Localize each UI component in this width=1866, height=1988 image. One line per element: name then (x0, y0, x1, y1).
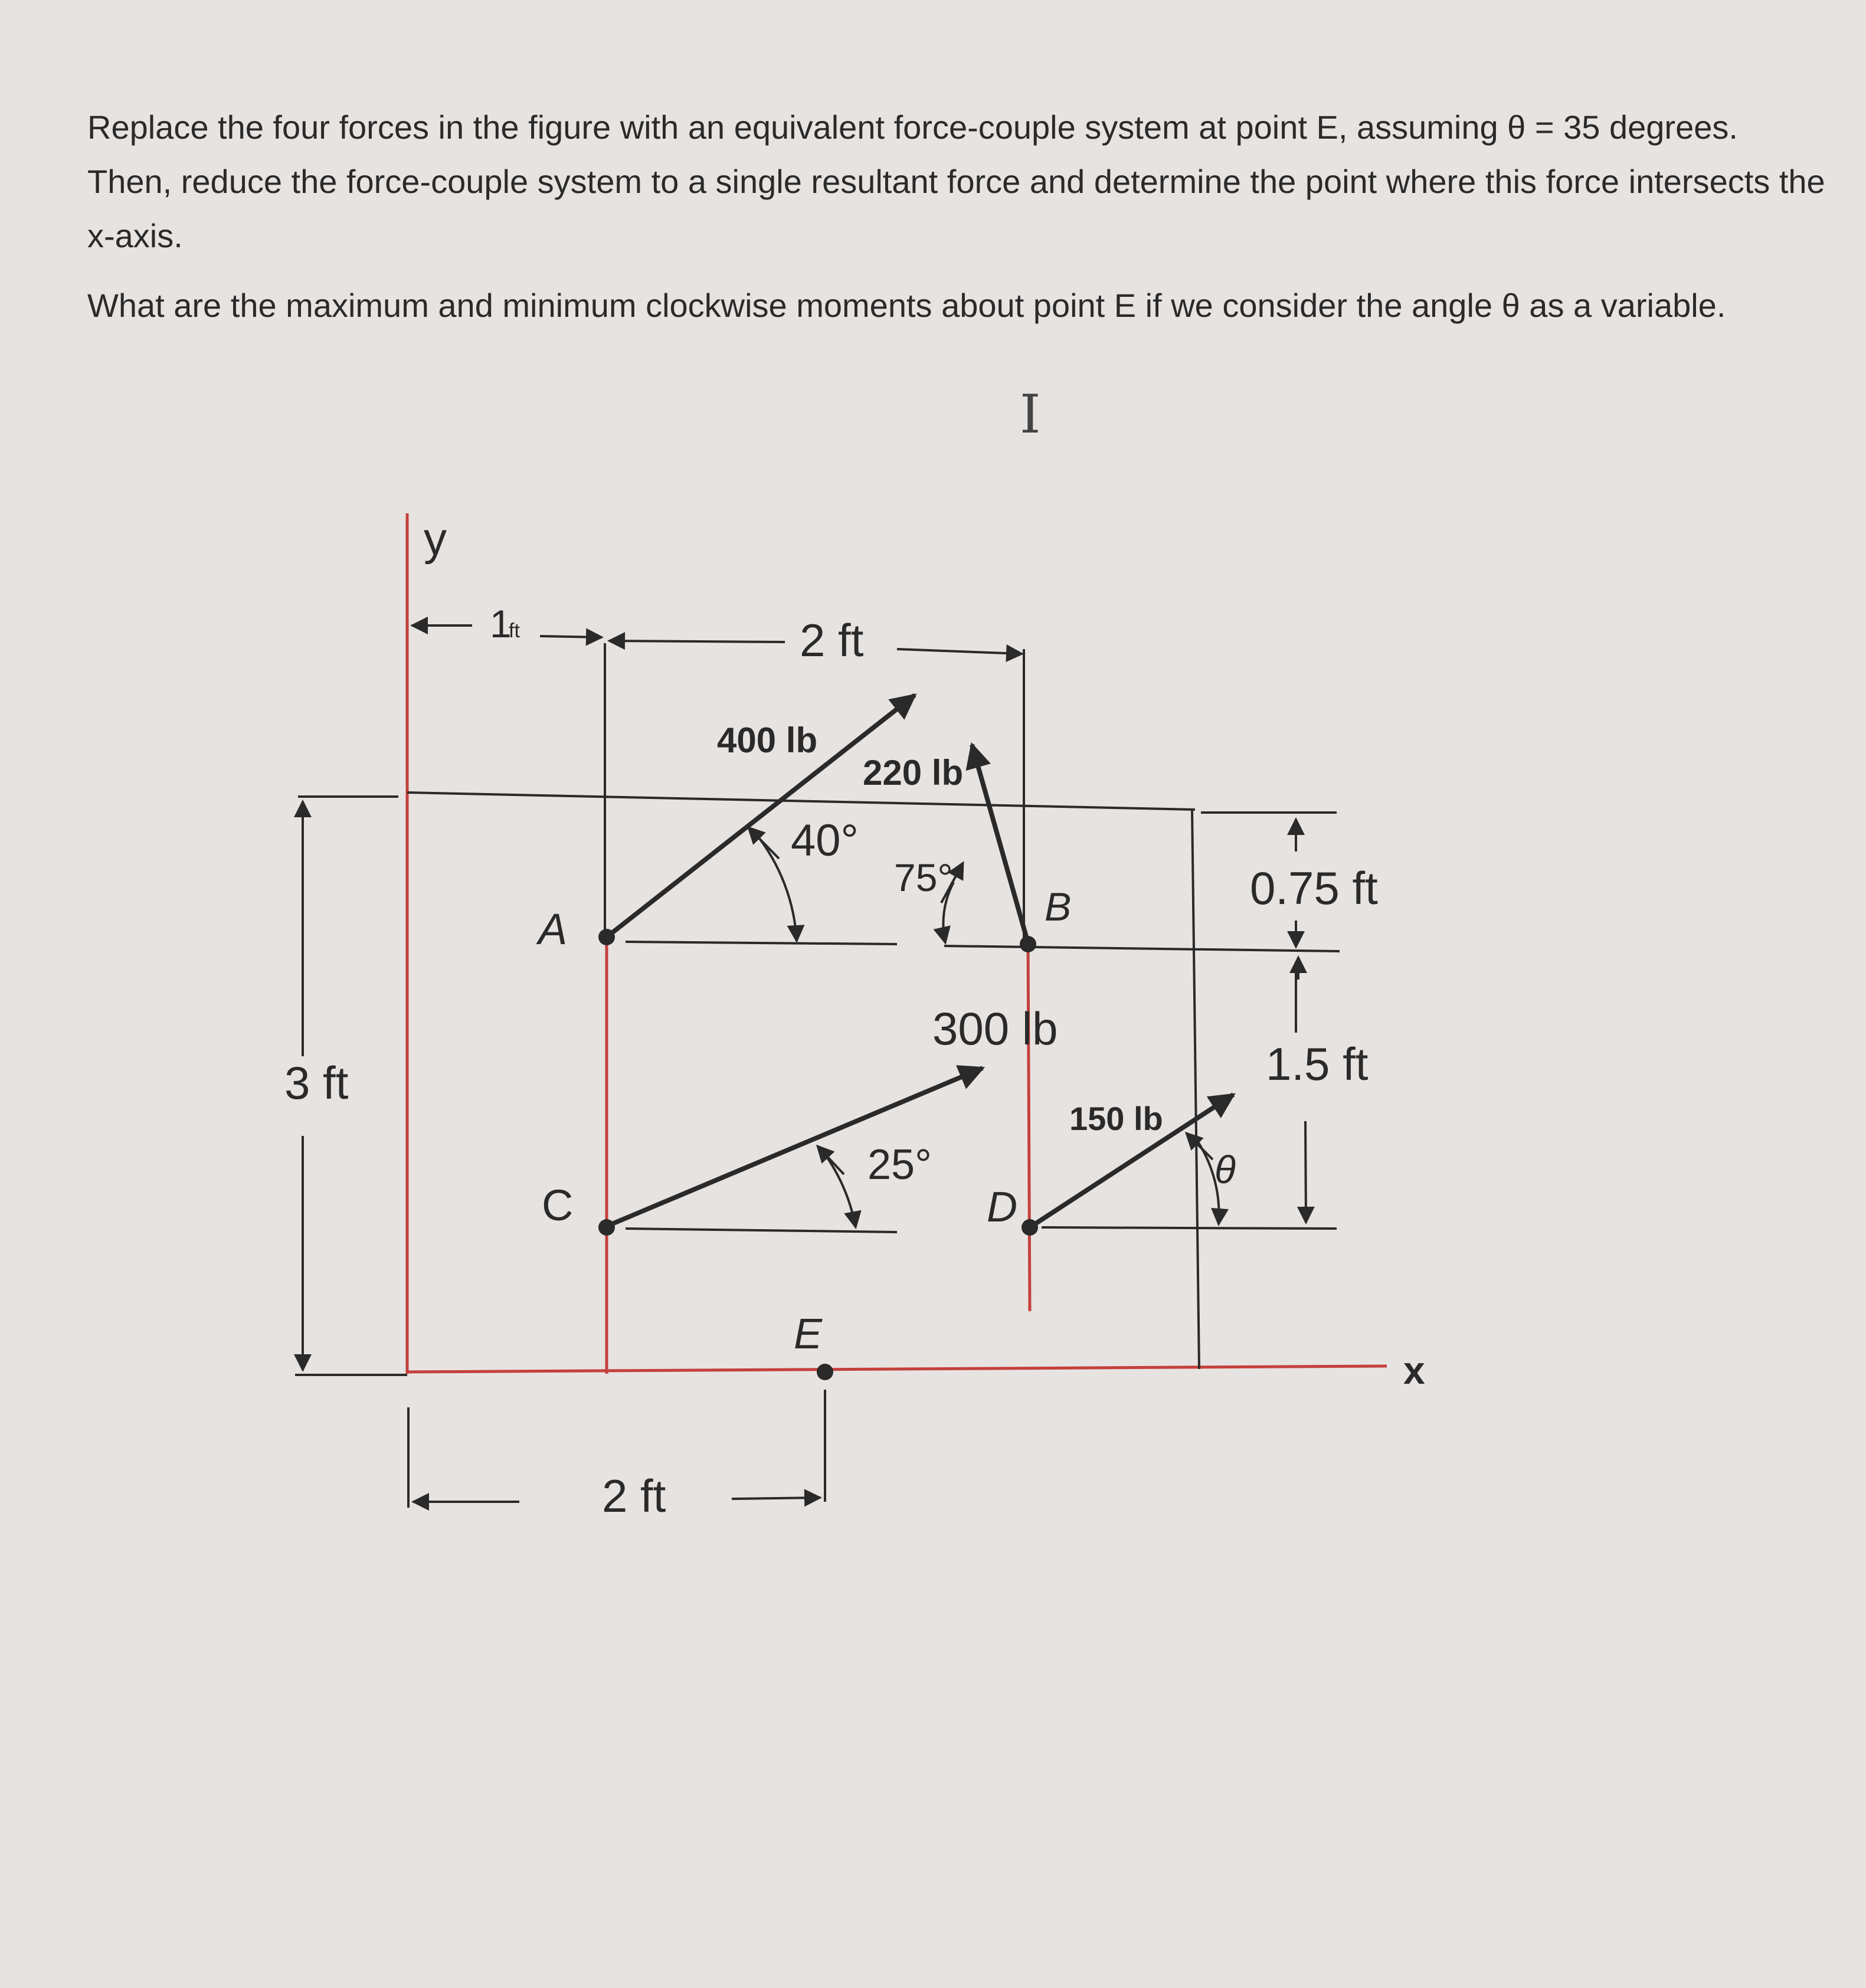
arc-25-start (817, 1146, 844, 1174)
problem-paragraph-1: Replace the four forces in the figure with an equivalent force-couple system at point E, assuming θ = 35 degrees. Then, reduce the force-couple system to a single resultant force and determine the point where this force intersects the x-axis. (87, 109, 1825, 254)
point-b-dot (1020, 936, 1036, 952)
point-e-dot (817, 1364, 833, 1380)
axis-y-label: y (424, 513, 447, 565)
dim-15ft-label: 1.5 ft (1266, 1038, 1369, 1090)
member-bd (1028, 943, 1030, 1311)
arc-theta-start (1186, 1133, 1213, 1160)
force-300-label: 300 lb (932, 1003, 1058, 1054)
point-c-label: C (542, 1181, 574, 1230)
dim-3ft-label: 3 ft (284, 1057, 349, 1109)
point-b-label: B (1045, 885, 1072, 929)
point-a-dot (598, 929, 615, 945)
force-220-label: 220 lb (863, 753, 964, 792)
axis-x-label: x (1403, 1348, 1425, 1392)
x-axis-line (407, 1366, 1387, 1372)
point-d-label: D (987, 1184, 1017, 1231)
point-a-label: A (538, 905, 568, 954)
dim-075ft-label: 0.75 ft (1250, 862, 1378, 914)
angle-theta-label: θ (1214, 1148, 1236, 1191)
point-d-dot (1022, 1219, 1038, 1236)
dim-1ft-unit: ft (509, 620, 520, 642)
point-e-label: E (794, 1311, 823, 1358)
dim-top-2ft-label: 2 ft (800, 614, 864, 666)
text-cursor-icon: I (1020, 384, 1041, 446)
arc-40-start (748, 827, 779, 859)
angle-75-label: 75° (894, 856, 953, 899)
force-400-label: 400 lb (717, 720, 818, 760)
arc-25 (823, 1152, 856, 1227)
force-150-label: 150 lb (1069, 1100, 1163, 1137)
angle-40-label: 40° (791, 815, 859, 866)
point-c-dot (598, 1219, 615, 1236)
angle-25-label: 25° (867, 1141, 932, 1188)
dim-bottom-2ft-label: 2 ft (602, 1470, 666, 1522)
dim-1ft-label: 1 (490, 602, 512, 646)
force-220-arrow (972, 745, 1028, 943)
problem-paragraph-2: What are the maximum and minimum clockwise moments about point E if we consider the angle θ as a variable. (87, 287, 1726, 324)
